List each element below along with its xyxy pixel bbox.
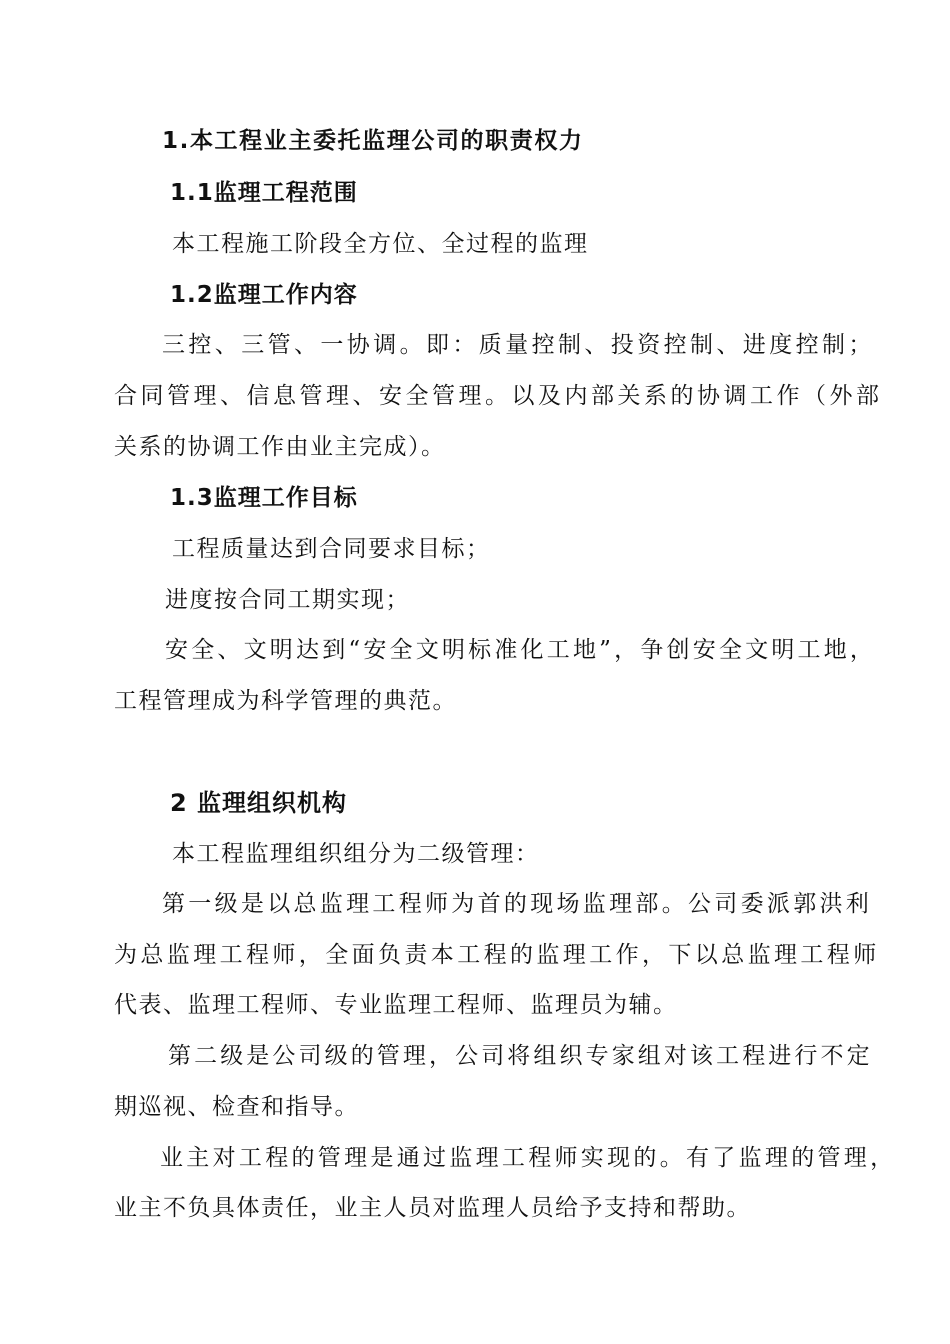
section-1-heading: 1.本工程业主委托监理公司的职责权力 (162, 128, 584, 154)
paragraph-line: 业主对工程的管理是通过监理工程师实现的。有了监理的管理， (160, 1145, 897, 1171)
paragraph-line: 安全、文明达到“安全文明标准化工地”，争创安全文明工地， (165, 637, 877, 663)
paragraph-line: 业主不负具体责任，业主人员对监理人员给予支持和帮助。 (114, 1195, 751, 1221)
paragraph-line: 本工程监理组织组分为二级管理： (172, 841, 540, 867)
subsection-1-1-heading: 1.1监理工程范围 (170, 180, 358, 206)
paragraph-line: 进度按合同工期实现； (165, 587, 410, 613)
subsection-1-2-heading: 1.2监理工作内容 (170, 282, 358, 308)
paragraph-line: 第一级是以总监理工程师为首的现场监理部。公司委派郭洪利 (162, 891, 873, 917)
paragraph-line: 为总监理工程师，全面负责本工程的监理工作，下以总监理工程师 (114, 942, 880, 968)
paragraph-line: 第二级是公司级的管理，公司将组织专家组对该工程进行不定 (168, 1043, 873, 1069)
subsection-1-1-text: 本工程施工阶段全方位、全过程的监理 (172, 231, 589, 257)
subsection-1-3-heading: 1.3监理工作目标 (170, 485, 358, 511)
paragraph-line: 三控、三管、一协调。即：质量控制、投资控制、进度控制； (162, 332, 875, 358)
section-2-heading: 2 监理组织机构 (170, 789, 348, 817)
paragraph-line: 关系的协调工作由业主完成）。 (114, 434, 446, 460)
paragraph-line: 期巡视、检查和指导。 (114, 1094, 359, 1120)
paragraph-line: 代表、监理工程师、专业监理工程师、监理员为辅。 (114, 992, 678, 1018)
paragraph-line: 合同管理、信息管理、安全管理。以及内部关系的协调工作（外部 (114, 383, 883, 409)
paragraph-line: 工程管理成为科学管理的典范。 (114, 688, 457, 714)
paragraph-line: 工程质量达到合同要求目标； (172, 536, 491, 562)
